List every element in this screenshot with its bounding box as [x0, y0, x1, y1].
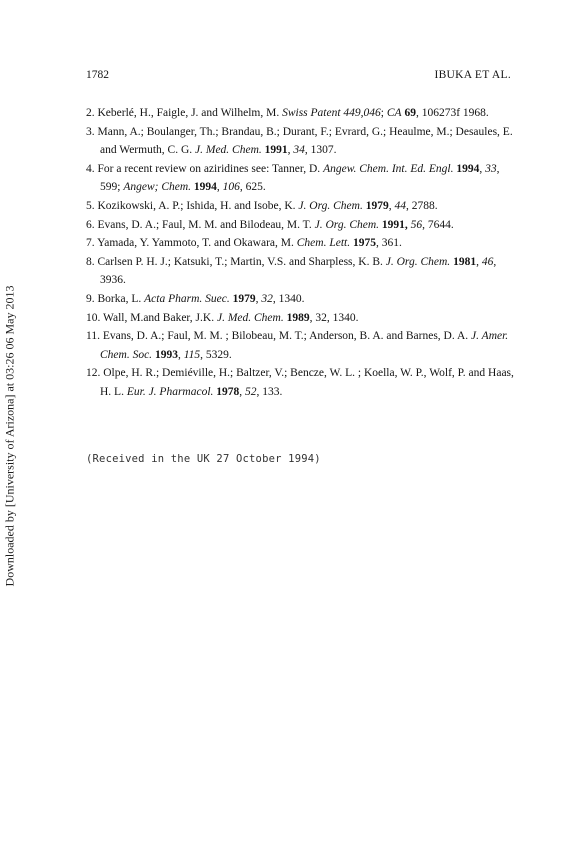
- reference-text: J. Med. Chem.: [195, 144, 262, 157]
- reference-text: , 32, 1340.: [309, 311, 359, 324]
- reference-text: 1978: [216, 385, 240, 398]
- reference-text: 46: [481, 255, 494, 268]
- reference-item: [86, 123, 514, 160]
- reference-text: J. Org. Chem.: [314, 218, 380, 231]
- reference-number: 7.: [86, 237, 98, 250]
- reference-number: 4.: [86, 162, 98, 175]
- reference-text: Wall, M.and Baker, J.K.: [103, 311, 217, 324]
- reference-text: 1979: [365, 199, 389, 212]
- reference-text: , 625.: [239, 181, 266, 194]
- reference-text: Olpe, H. R.; Demiéville, H.; Baltzer, V.; Bencze, W. L. ; Koella, W. P., Wolf, P. and Haas, H. L.: [100, 367, 514, 398]
- reference-text: Swiss Patent 449,046: [282, 107, 381, 119]
- reference-text: ,: [479, 162, 486, 175]
- reference-text: 1994: [456, 162, 480, 175]
- reference-text: , 361.: [375, 237, 402, 250]
- reference-number: 3.: [86, 125, 98, 138]
- reference-number: 5.: [86, 199, 98, 212]
- reference-item: [86, 197, 514, 216]
- reference-number: 10.: [86, 311, 104, 324]
- reference-item: [86, 290, 514, 309]
- reference-text: ,: [255, 292, 262, 305]
- reference-number: 8.: [86, 255, 98, 268]
- reference-item: [86, 364, 514, 401]
- reference-text: ,: [177, 348, 184, 361]
- reference-text: Angew. Chem. Int. Ed. Engl.: [323, 162, 454, 175]
- reference-text: 32: [261, 292, 273, 305]
- reference-text: 1975: [352, 237, 376, 250]
- reference-text: , 106273f 1968.: [415, 107, 489, 119]
- reference-text: 69: [404, 107, 416, 119]
- reference-text: J. Med. Chem.: [216, 311, 284, 324]
- reference-text: 115: [183, 348, 201, 361]
- reference-text: Angew; Chem.: [123, 181, 192, 194]
- reference-number: 12.: [86, 367, 104, 380]
- reference-number: 9.: [86, 292, 98, 305]
- reference-text: ;: [380, 107, 387, 119]
- reference-text: Keberlé, H., Faigle, J. and Wilhelm, M.: [97, 107, 283, 119]
- reference-text: , 1307.: [304, 144, 337, 157]
- reference-text: J. Org. Chem.: [298, 199, 363, 212]
- reference-text: Borka, L.: [97, 292, 145, 305]
- reference-text: ,: [388, 199, 395, 212]
- reference-item: [86, 234, 514, 253]
- reference-text: 1981: [453, 255, 477, 268]
- reference-text: 1991,: [381, 218, 408, 231]
- reference-text: , 133.: [256, 385, 283, 398]
- reference-text: 106: [222, 181, 240, 194]
- reference-item: [86, 327, 514, 364]
- reference-text: CA: [386, 107, 402, 119]
- running-head: IBUKA ET AL.: [434, 69, 511, 81]
- reference-text: Carlsen P. H. J.; Katsuki, T.; Martin, V.S. and Sharpless, K. B.: [97, 255, 386, 268]
- reference-text: J. Org. Chem.: [385, 255, 451, 268]
- reference-text: 1993: [154, 348, 178, 361]
- reference-text: 33: [485, 162, 497, 175]
- reference-text: J. Amer. Chem. Soc.: [100, 330, 509, 361]
- page-number: 1782: [86, 69, 109, 81]
- reference-text: Chem. Lett.: [296, 237, 351, 250]
- reference-text: Evans, D. A.; Faul, M. M. and Bilodeau, M. T.: [97, 218, 315, 231]
- reference-text: Kozikowski, A. P.; Ishida, H. and Isobe, K.: [97, 199, 299, 212]
- reference-text: , 599;: [100, 162, 500, 194]
- reference-number: 2.: [86, 107, 98, 119]
- reference-item: [86, 160, 514, 197]
- reference-text: Yamada, Y. Yammoto, T. and Okawara, M.: [97, 237, 297, 250]
- reference-text: 56: [410, 218, 423, 231]
- reference-text: 52: [245, 385, 257, 398]
- reference-text: , 2788.: [405, 199, 438, 212]
- reference-text: 1994: [193, 181, 217, 194]
- reference-list: [86, 104, 514, 402]
- reference-text: Evans, D. A.; Faul, M. M. ; Bilobeau, M. T.; Anderson, B. A. and Barnes, D. A.: [102, 330, 472, 343]
- reference-text: , 5329.: [200, 348, 232, 361]
- download-watermark-text: Downloaded by [University of Arizona] at 03:26 06 May 2013: [2, 285, 17, 587]
- reference-item: [86, 253, 514, 290]
- reference-item: [86, 216, 514, 235]
- download-watermark: [2, 266, 18, 606]
- reference-text: 1989: [286, 311, 310, 324]
- received-date-note: (Received in the UK 27 October 1994): [86, 453, 321, 465]
- reference-text: ,: [287, 144, 294, 157]
- reference-text: ,: [239, 385, 246, 398]
- reference-text: ,: [216, 181, 223, 194]
- reference-text: 1991: [264, 144, 288, 157]
- reference-text: For a recent review on aziridines see: Tanner, D.: [97, 162, 324, 175]
- reference-text: Acta Pharm. Suec.: [144, 292, 230, 305]
- reference-text: 34: [293, 144, 305, 157]
- reference-text: , 3936.: [100, 255, 497, 287]
- reference-text: ,: [476, 255, 482, 268]
- reference-text: , 7644.: [422, 218, 454, 231]
- reference-text: 44: [394, 199, 406, 212]
- reference-text: Mann, A.; Boulanger, Th.; Brandau, B.; Durant, F.; Evrard, G.; Heaulme, M.; Desaules, E. and Wermuth, C. G.: [97, 125, 513, 157]
- reference-item: [86, 104, 514, 123]
- reference-item: [86, 309, 514, 328]
- reference-text: 1979: [232, 292, 256, 305]
- reference-number: 6.: [86, 218, 98, 231]
- reference-text: Eur. J. Pharmacol.: [126, 385, 214, 398]
- reference-text: , 1340.: [272, 292, 305, 305]
- reference-number: 11.: [86, 330, 103, 343]
